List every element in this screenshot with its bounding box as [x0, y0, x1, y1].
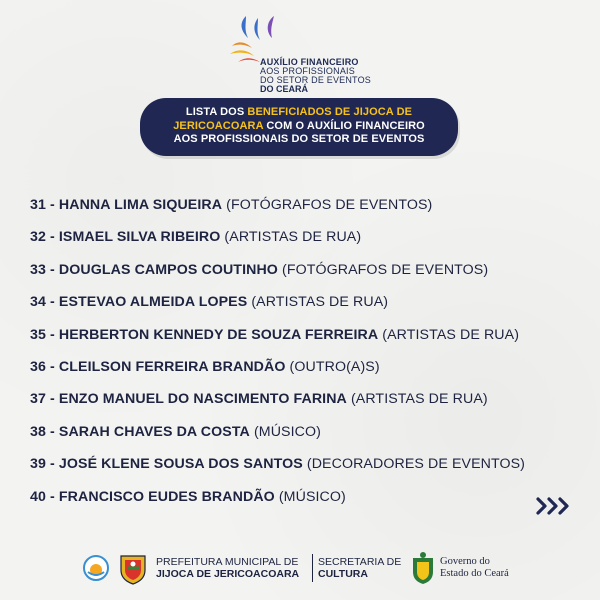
beneficiary-name: 40 - FRANCISCO EUDES BRANDÃO: [30, 488, 275, 505]
list-item: [30, 359, 590, 391]
beneficiary-name: 34 - ESTEVAO ALMEIDA LOPES: [30, 294, 248, 311]
secretaria-line-1: SECRETARIA DE: [318, 556, 402, 568]
beneficiary-category: (FOTÓGRAFOS DE EVENTOS): [222, 197, 433, 213]
next-arrows-button[interactable]: [536, 495, 572, 517]
auxilio-financeiro-logo: [228, 14, 388, 94]
municipal-seal-icon: [82, 550, 110, 586]
list-item: [30, 489, 590, 521]
list-item: [30, 424, 590, 456]
title-banner: [140, 98, 458, 156]
beneficiary-name: 35 - HERBERTON KENNEDY DE SOUZA FERREIRA: [30, 326, 379, 343]
prefeitura-label: [156, 556, 299, 580]
beneficiaries-list: [30, 197, 590, 521]
beneficiary-category: (MÚSICO): [274, 488, 346, 505]
beneficiary-name: 32 - ISMAEL SILVA RIBEIRO: [30, 229, 221, 246]
beneficiary-name: 39 - JOSÉ KLENE SOUSA DOS SANTOS: [30, 456, 303, 473]
prefeitura-line-2: JIJOCA DE JERICOACOARA: [156, 568, 300, 580]
logo-line-1: AUXÍLIO FINANCEIRO: [260, 57, 359, 67]
beneficiary-name: 38 - SARAH CHAVES DA COSTA: [30, 423, 250, 440]
beneficiary-name: 37 - ENZO MANUEL DO NASCIMENTO FARINA: [30, 391, 347, 408]
logo-line-4: DO CEARÁ: [260, 84, 309, 94]
footer-logos: [82, 550, 522, 586]
beneficiary-name: 36 - CLEILSON FERREIRA BRANDÃO: [30, 358, 286, 375]
banner-line-2: [140, 120, 458, 134]
governo-line-2: Estado do Ceará: [440, 568, 509, 579]
beneficiary-category: (ARTISTAS DE RUA): [378, 326, 520, 343]
beneficiary-category: (ARTISTAS DE RUA): [220, 229, 362, 246]
beneficiary-name: 31 - HANNA LIMA SIQUEIRA: [30, 197, 223, 213]
beneficiary-category: (DECORADORES DE EVENTOS): [302, 456, 526, 473]
list-item: [30, 391, 590, 423]
footer-divider: [312, 554, 313, 582]
banner-text-1: LISTA DOS: [185, 106, 248, 118]
chevron-triple-right-icon: [536, 495, 572, 517]
beneficiary-category: (ARTISTAS DE RUA): [247, 294, 389, 311]
secretaria-line-2: CULTURA: [318, 568, 368, 580]
list-item: [30, 262, 590, 294]
list-item: [30, 327, 590, 359]
beneficiary-category: (FOTÓGRAFOS DE EVENTOS): [277, 261, 489, 278]
governo-line-1: Governo do: [440, 556, 490, 567]
banner-highlight-1: BENEFICIADOS DE JIJOCA DE: [247, 106, 413, 118]
banner-highlight-2: JERICOACOARA: [173, 119, 264, 132]
list-item: [30, 294, 590, 326]
prefeitura-line-1: PREFEITURA MUNICIPAL DE: [156, 556, 299, 568]
logo-line-3: DO SETOR DE EVENTOS: [260, 75, 371, 85]
list-item: [30, 229, 590, 261]
logo-line-2: AOS PROFISSIONAIS: [260, 66, 355, 76]
banner-line-3: AOS PROFISSIONAIS DO SETOR DE EVENTOS: [173, 133, 425, 145]
beneficiary-category: (OUTRO(A)S): [285, 358, 380, 375]
beneficiary-name: 33 - DOUGLAS CAMPOS COUTINHO: [30, 261, 278, 278]
governo-label: [440, 556, 509, 580]
beneficiary-category: (MÚSICO): [249, 423, 321, 440]
list-item: [30, 197, 590, 229]
banner-text-2: COM O AUXÍLIO FINANCEIRO: [263, 119, 425, 132]
coat-of-arms-icon: [116, 550, 150, 586]
secretaria-label: [318, 556, 401, 580]
ceara-state-seal-icon: [410, 550, 436, 586]
beneficiary-category: (ARTISTAS DE RUA): [346, 391, 488, 408]
banner-line-1: [140, 106, 458, 120]
list-item: [30, 456, 590, 488]
